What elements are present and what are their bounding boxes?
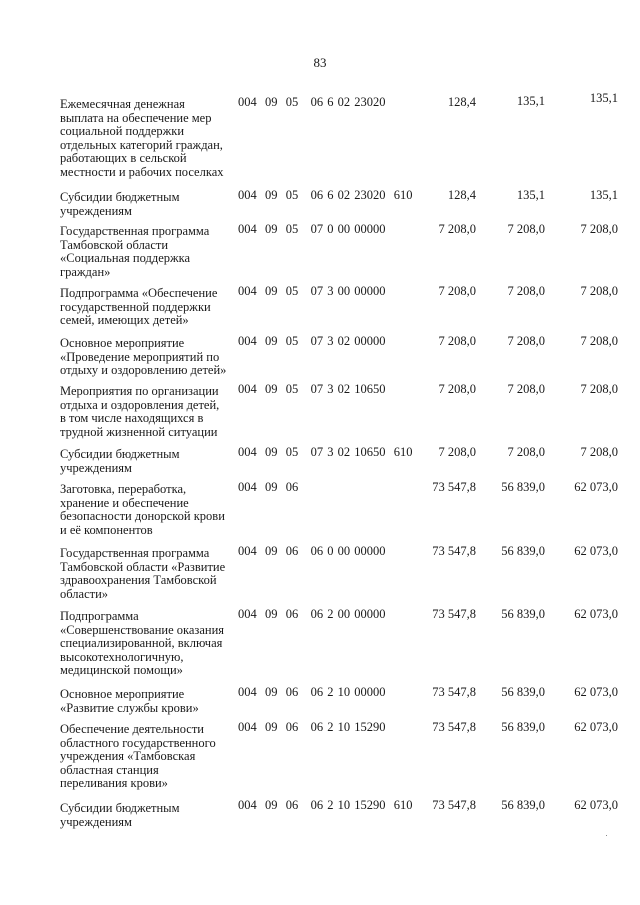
value-col-2: 7 208,0 bbox=[507, 334, 545, 348]
budget-code: 004 09 05 07 3 02 00000 bbox=[238, 334, 386, 348]
item-name: Подпрограмма «Совершенствование оказания специализированной, включая высокотехнологичную, медицинской помощи» bbox=[60, 609, 225, 677]
value-col-1: 73 547,8 bbox=[432, 798, 476, 812]
value-col-1: 73 547,8 bbox=[432, 480, 476, 494]
value-col-1: 128,4 bbox=[447, 95, 476, 109]
value-col-3: 135,1 bbox=[589, 91, 618, 105]
budget-code: 004 09 06 06 0 00 00000 bbox=[238, 544, 386, 558]
item-name: Обеспечение деятельности областного государственного учреждения «Тамбовская областная станция переливания крови» bbox=[60, 722, 216, 790]
value-col-2: 7 208,0 bbox=[507, 382, 545, 396]
item-name: Мероприятия по организации отдыха и оздоровления детей, в том числе находящихся в трудной жизненной ситуации bbox=[60, 384, 220, 439]
value-col-1: 73 547,8 bbox=[432, 544, 476, 558]
budget-code: 004 09 05 07 0 00 00000 bbox=[238, 222, 386, 236]
item-name: Основное мероприятие «Проведение мероприятий по отдыху и оздоровлению детей» bbox=[60, 336, 227, 377]
value-col-3: 7 208,0 bbox=[580, 334, 618, 348]
scan-speck bbox=[606, 835, 607, 836]
budget-code: 004 09 05 07 3 00 00000 bbox=[238, 284, 386, 298]
value-col-1: 128,4 bbox=[447, 188, 476, 202]
value-col-1: 73 547,8 bbox=[432, 720, 476, 734]
value-col-1: 73 547,8 bbox=[432, 685, 476, 699]
value-col-3: 62 073,0 bbox=[574, 685, 618, 699]
value-col-1: 7 208,0 bbox=[438, 284, 476, 298]
item-name: Основное мероприятие «Развитие службы крови» bbox=[60, 687, 199, 715]
value-col-1: 7 208,0 bbox=[438, 445, 476, 459]
value-col-1: 7 208,0 bbox=[438, 334, 476, 348]
item-name: Государственная программа Тамбовской области «Развитие здравоохранения Тамбовской области» bbox=[60, 546, 226, 601]
page-number: 83 bbox=[313, 55, 327, 70]
value-col-3: 7 208,0 bbox=[580, 222, 618, 236]
value-col-1: 7 208,0 bbox=[438, 222, 476, 236]
value-col-2: 135,1 bbox=[516, 188, 545, 202]
value-col-3: 7 208,0 bbox=[580, 284, 618, 298]
value-col-1: 73 547,8 bbox=[432, 607, 476, 621]
budget-code: 004 09 06 06 2 10 15290 bbox=[238, 720, 386, 734]
value-col-1: 7 208,0 bbox=[438, 382, 476, 396]
budget-code: 004 09 05 07 3 02 10650 bbox=[238, 382, 386, 396]
value-col-2: 56 839,0 bbox=[501, 544, 545, 558]
value-col-3: 7 208,0 bbox=[580, 445, 618, 459]
value-col-2: 56 839,0 bbox=[501, 685, 545, 699]
value-col-2: 7 208,0 bbox=[507, 284, 545, 298]
value-col-3: 135,1 bbox=[589, 188, 618, 202]
budget-code: 004 09 06 bbox=[238, 480, 299, 494]
value-col-2: 7 208,0 bbox=[507, 222, 545, 236]
budget-code: 004 09 05 06 6 02 23020 610 bbox=[238, 188, 413, 202]
item-name: Субсидии бюджетным учреждениям bbox=[60, 447, 180, 475]
value-col-2: 56 839,0 bbox=[501, 607, 545, 621]
item-name: Субсидии бюджетным учреждениям bbox=[60, 801, 180, 829]
value-col-2: 7 208,0 bbox=[507, 445, 545, 459]
item-name: Ежемесячная денежная выплата на обеспечение мер социальной поддержки отдельных категорий граждан, работающих в сельской местности и рабочих поселках bbox=[60, 97, 224, 179]
value-col-3: 7 208,0 bbox=[580, 382, 618, 396]
item-name: Подпрограмма «Обеспечение государственной поддержки семей, имеющих детей» bbox=[60, 286, 218, 327]
value-col-3: 62 073,0 bbox=[574, 607, 618, 621]
value-col-2: 56 839,0 bbox=[501, 720, 545, 734]
value-col-3: 62 073,0 bbox=[574, 544, 618, 558]
value-col-2: 56 839,0 bbox=[501, 480, 545, 494]
budget-code: 004 09 06 06 2 10 15290 610 bbox=[238, 798, 413, 812]
budget-code: 004 09 06 06 2 00 00000 bbox=[238, 607, 386, 621]
value-col-2: 56 839,0 bbox=[501, 798, 545, 812]
budget-code: 004 09 05 06 6 02 23020 bbox=[238, 95, 386, 109]
value-col-3: 62 073,0 bbox=[574, 720, 618, 734]
budget-code: 004 09 06 06 2 10 00000 bbox=[238, 685, 386, 699]
item-name: Государственная программа Тамбовской области «Социальная поддержка граждан» bbox=[60, 224, 210, 279]
value-col-3: 62 073,0 bbox=[574, 798, 618, 812]
value-col-2: 135,1 bbox=[516, 94, 545, 108]
item-name: Субсидии бюджетным учреждениям bbox=[60, 190, 180, 218]
value-col-3: 62 073,0 bbox=[574, 480, 618, 494]
item-name: Заготовка, переработка, хранение и обеспечение безопасности донорской крови и её компонентов bbox=[60, 482, 225, 537]
budget-code: 004 09 05 07 3 02 10650 610 bbox=[238, 445, 413, 459]
